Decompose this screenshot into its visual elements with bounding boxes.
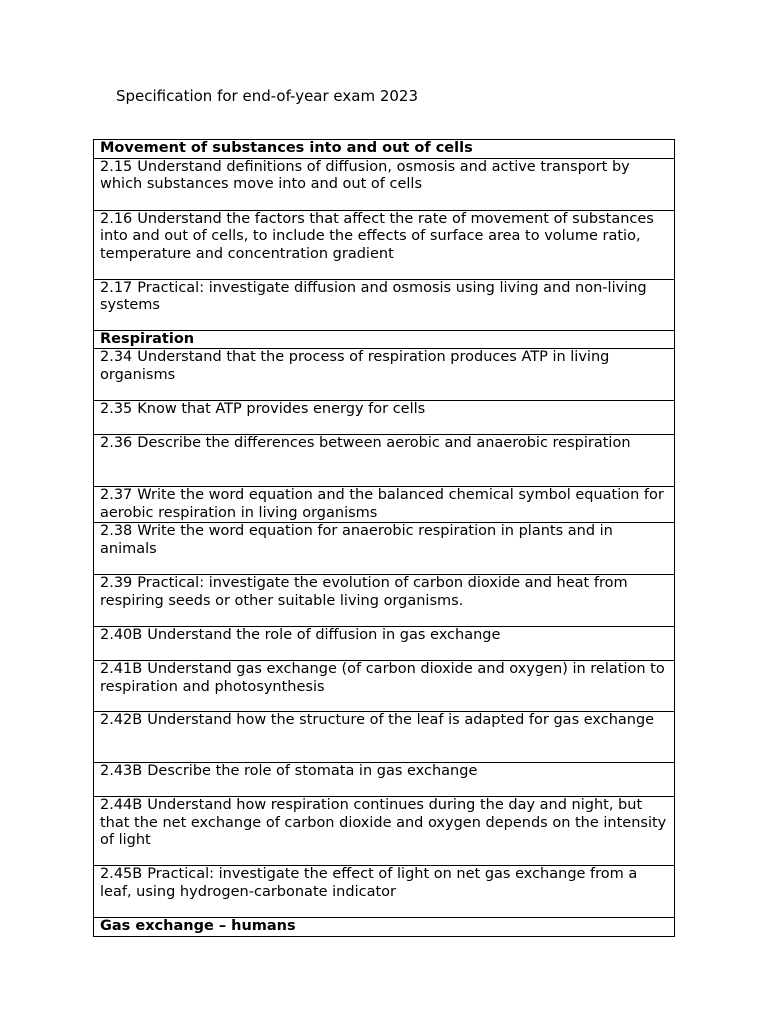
spec-item-row — [94, 661, 675, 712]
spec-item-row — [94, 575, 675, 627]
spec-code: 2.43B — [100, 763, 143, 779]
spec-item-cell — [94, 866, 675, 918]
spec-code: 2.35 — [100, 401, 133, 417]
spec-text: Know that ATP provides energy for cells — [137, 401, 426, 417]
spec-text: Understand the role of diffusion in gas exchange — [147, 627, 501, 643]
spec-item-cell — [94, 435, 675, 487]
spec-item-row — [94, 210, 675, 279]
spec-code: 2.41B — [100, 661, 143, 677]
spec-text: Understand how the structure of the leaf is adapted for gas exchange — [147, 712, 655, 728]
spec-text: Understand that the process of respiration produces ATP in living organisms — [100, 349, 610, 383]
spec-item-row — [94, 797, 675, 866]
spec-item-row — [94, 401, 675, 435]
spec-code: 2.37 — [100, 487, 133, 503]
spec-code: 2.34 — [100, 349, 133, 365]
spec-item-cell — [94, 487, 675, 523]
spec-code: 2.15 — [100, 158, 133, 175]
document-title: Specification for end-of-year exam 2023 — [116, 87, 419, 105]
spec-item-row — [94, 435, 675, 487]
spec-text: Practical: investigate the effect of light on net gas exchange from a leaf, using hydrogen-carbonate indicator — [100, 866, 638, 900]
spec-item-cell — [94, 661, 675, 712]
spec-item-cell — [94, 797, 675, 866]
spec-item-row — [94, 712, 675, 763]
spec-text: Understand gas exchange (of carbon dioxide and oxygen) in relation to respiration and photosynthesis — [100, 661, 665, 695]
spec-item-cell — [94, 401, 675, 435]
spec-item-cell — [94, 763, 675, 797]
spec-item-row — [94, 279, 675, 330]
spec-text: Describe the role of stomata in gas exchange — [147, 763, 478, 779]
spec-text: Write the word equation and the balanced chemical symbol equation for aerobic respiration in living organisms — [100, 487, 664, 521]
section-row-respiration — [94, 330, 675, 349]
section-heading: Movement of substances into and out of cells — [94, 140, 675, 159]
spec-item-row — [94, 627, 675, 661]
spec-text: Understand how respiration continues during the day and night, but that the net exchange of carbon dioxide and oxygen depends on the intensity of light — [100, 797, 667, 848]
spec-code: 2.17 — [100, 279, 133, 296]
section-row-movement — [94, 140, 675, 159]
spec-item-cell — [94, 158, 675, 210]
spec-item-cell — [94, 627, 675, 661]
spec-item-row — [94, 523, 675, 575]
spec-item-cell — [94, 210, 675, 279]
spec-text: Understand the factors that affect the rate of movement of substances into and out of cells, to include the effects of surface area to volume ratio, temperature and concentration gradient — [100, 210, 654, 262]
spec-item-row — [94, 763, 675, 797]
spec-text: Practical: investigate the evolution of carbon dioxide and heat from respiring seeds or other suitable living organisms. — [100, 575, 628, 609]
spec-item-row — [94, 158, 675, 210]
spec-text: Describe the differences between aerobic and anaerobic respiration — [137, 435, 631, 451]
spec-code: 2.38 — [100, 523, 133, 539]
spec-item-cell — [94, 279, 675, 330]
spec-item-row — [94, 866, 675, 918]
spec-text: Write the word equation for anaerobic respiration in plants and in animals — [100, 523, 613, 557]
spec-text: Practical: investigate diffusion and osmosis using living and non-living systems — [100, 279, 647, 313]
spec-item-row — [94, 487, 675, 523]
specification-table — [93, 139, 675, 937]
spec-item-cell — [94, 712, 675, 763]
spec-item-cell — [94, 523, 675, 575]
spec-code: 2.16 — [100, 210, 133, 227]
spec-code: 2.45B — [100, 866, 143, 882]
spec-text: Understand definitions of diffusion, osmosis and active transport by which substances move into and out of cells — [100, 158, 630, 192]
spec-code: 2.40B — [100, 627, 143, 643]
spec-code: 2.39 — [100, 575, 133, 591]
section-heading: Gas exchange – humans — [94, 918, 675, 937]
spec-code: 2.44B — [100, 797, 143, 813]
spec-item-cell — [94, 349, 675, 401]
section-row-gas-exchange-humans — [94, 918, 675, 937]
spec-code: 2.36 — [100, 435, 133, 451]
spec-item-cell — [94, 575, 675, 627]
spec-code: 2.42B — [100, 712, 143, 728]
section-heading: Respiration — [94, 330, 675, 349]
spec-item-row — [94, 349, 675, 401]
